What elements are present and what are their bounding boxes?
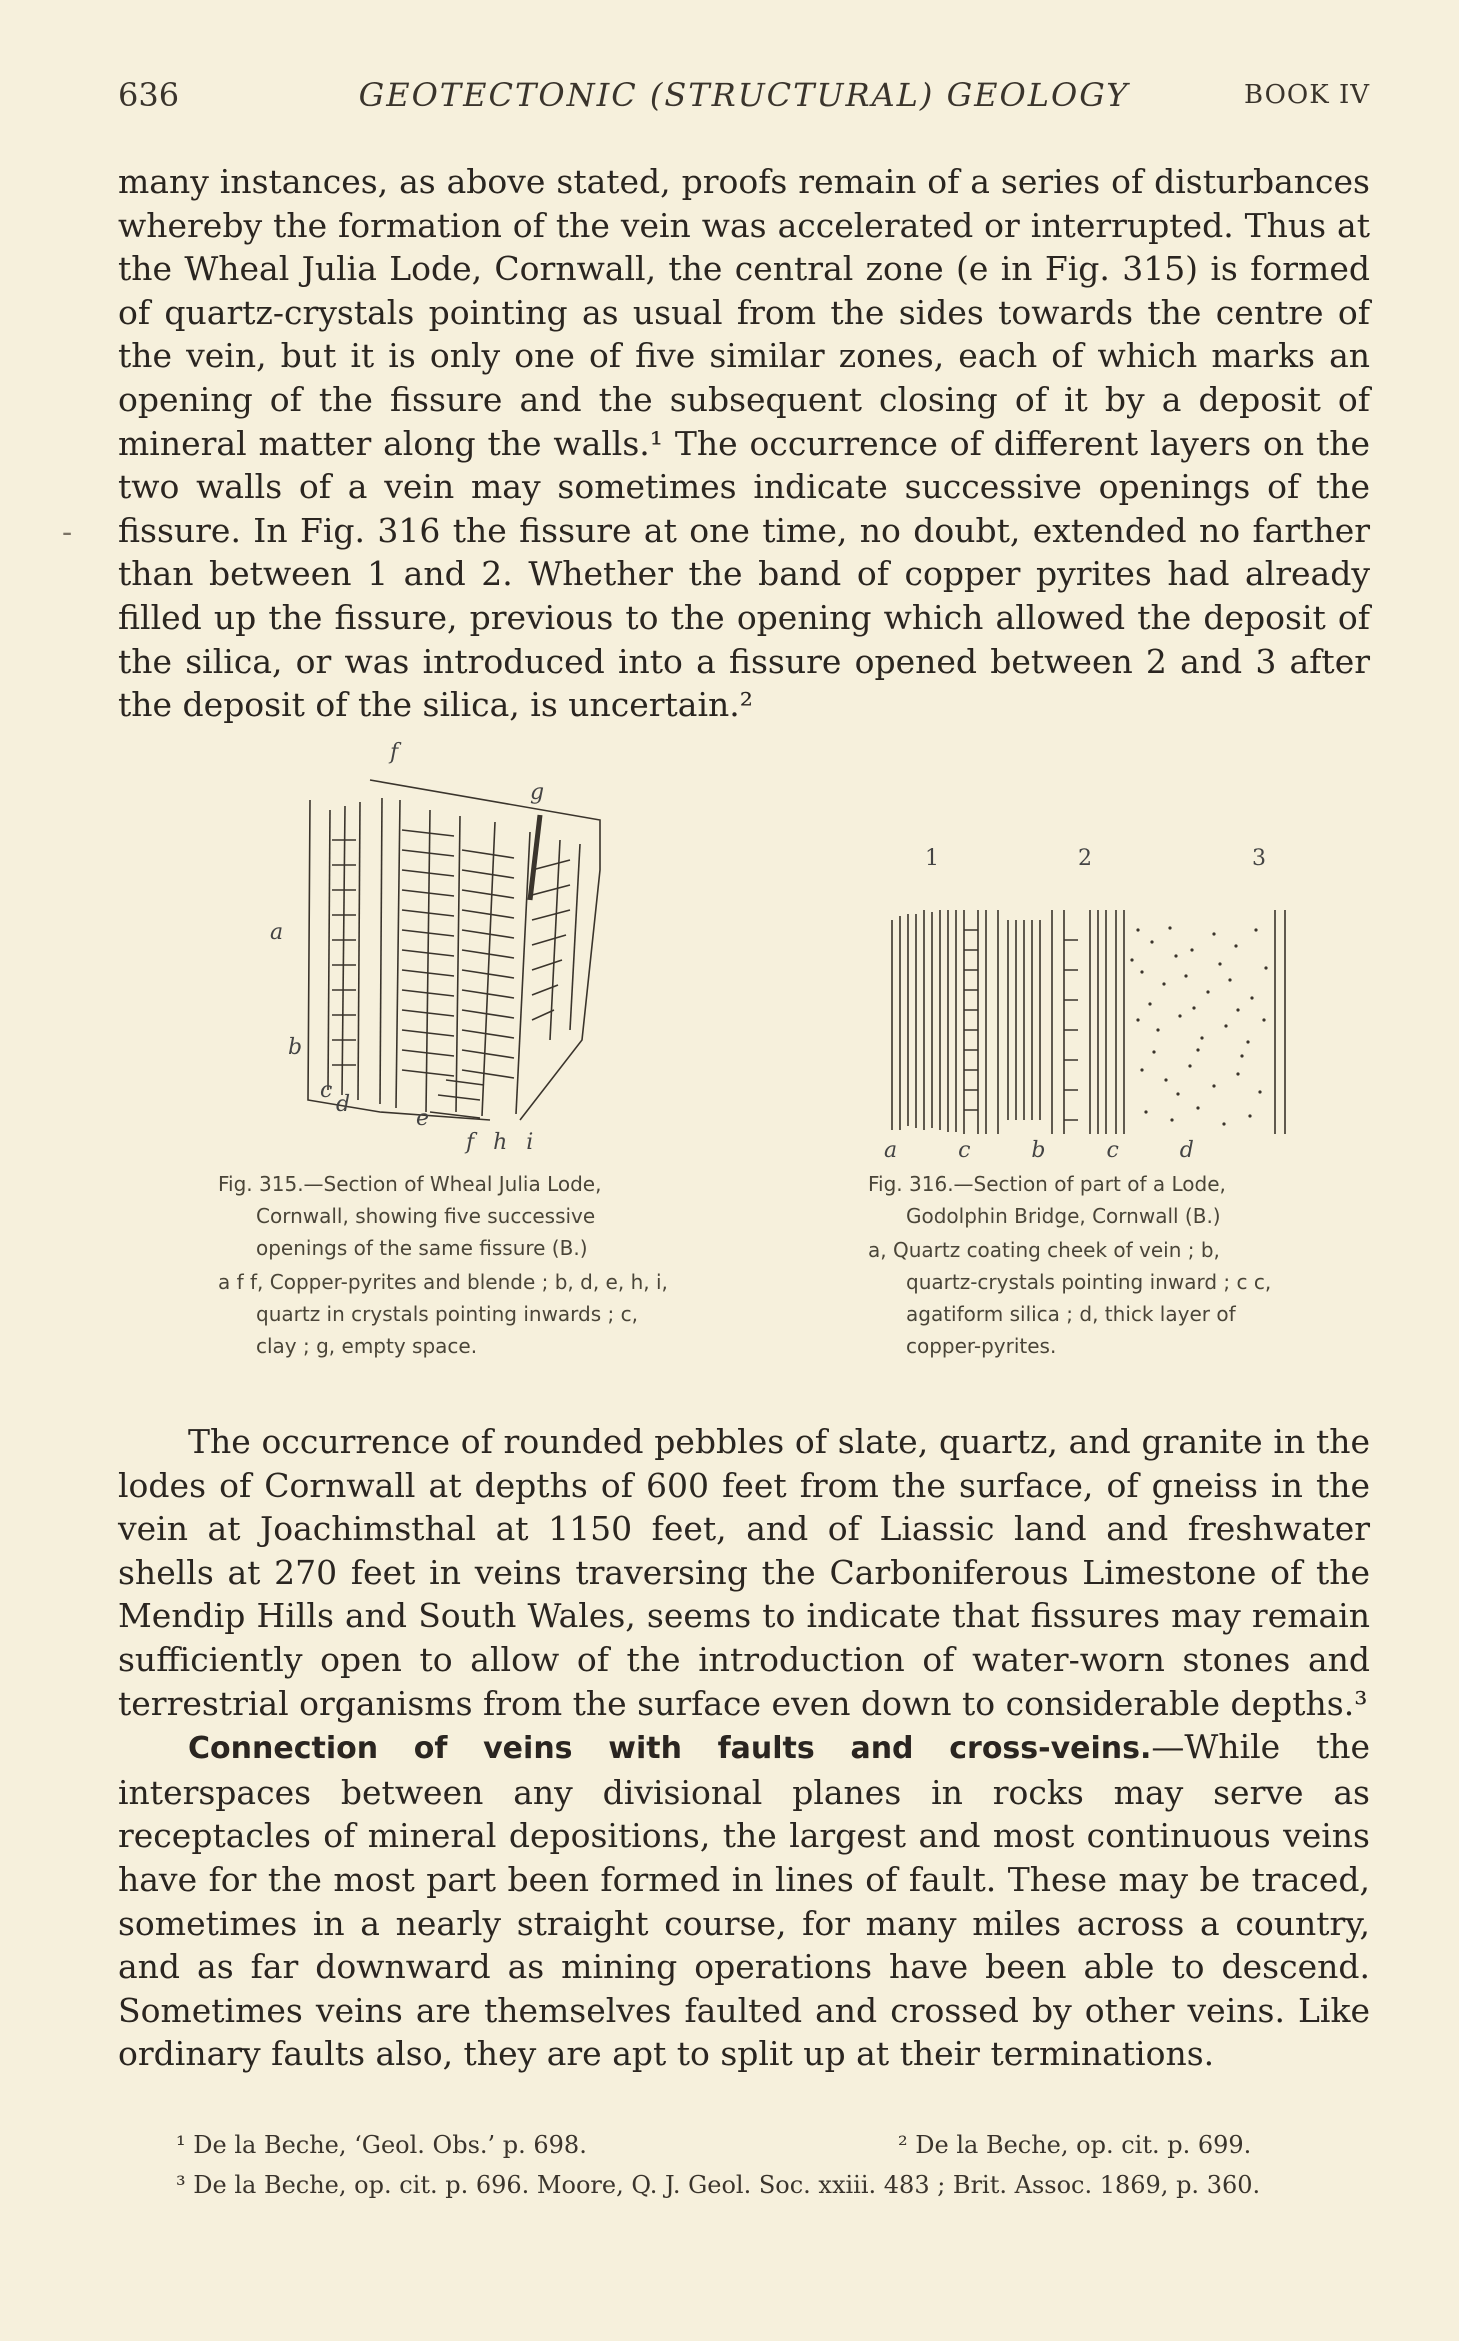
paragraph-pebbles: The occurrence of rounded pebbles of slate, quartz, and granite in the lodes of Cornwall at depths of 600 feet from the surface, of gneiss in the vein at Joachimsthal at 1150 feet, and of Liassic land and freshwater shells at 270 feet in veins traversing the Carboniferous Limestone of the Mendip Hills and South Wales, seems to indicate that fissures may remain sufficiently open to allow of the introduction of water-worn stones and terrestrial organisms from the surface even down to considerable depths.³ (118, 1422, 1370, 1723)
figure-316-drawing (880, 880, 1300, 1140)
section-heading: Connection of veins with faults and cross-veins. (188, 1731, 1152, 1767)
running-title: GEOTECTONIC (STRUCTURAL) GEOLOGY (358, 76, 1130, 114)
book-label: BOOK IV (1244, 80, 1370, 110)
fig315-label-b: b (288, 1035, 303, 1060)
fig316-number-1: 1 (925, 846, 939, 871)
footnotes (118, 2125, 1370, 2205)
fig315-caption-text: Fig. 315.—Section of Wheal Julia Lode, Cornwall, showing five successive openings of the same fissure (B.) (218, 1172, 602, 1260)
paragraph-connection (118, 1725, 1370, 2076)
fig315-label-e: e (416, 1106, 430, 1131)
body-text-lower (118, 1420, 1370, 2076)
fig315-label-f: f (390, 740, 399, 765)
figure-316 (880, 846, 1300, 1166)
paragraph-connection-body: —While the interspaces between any divisional planes in rocks may serve as receptacles of mineral depositions, the largest and most continuous veins have for the most part been formed in lines of fault. These may be traced, sometimes in a nearly straight course, for many miles across a country, and as far downward as mining operations have been able to descend. Sometimes veins are themselves faulted and crossed by other veins. Like ordinary faults also, they are apt to split up at their terminations. (118, 1727, 1370, 2074)
fig316-number-3: 3 (1252, 846, 1266, 871)
fig315-label-c: c (320, 1078, 333, 1103)
footnote-1: ¹ De la Beche, ‘Geol. Obs.’ p. 698. (176, 2131, 587, 2159)
fig316-bottom-labels: a c b c d (884, 1138, 1204, 1163)
fig315-label-a: a (270, 920, 284, 945)
figure-316-caption (868, 1168, 1288, 1362)
fig315-label-g: g (530, 780, 545, 805)
fig316-legend-text: a, Quartz coating cheek of vein ; b, quartz-crystals pointing inward ; c c, agatiform silica ; d, thick layer of copper-pyrites. (868, 1238, 1272, 1358)
margin-mark: - (62, 515, 73, 550)
paragraph-opening: many instances, as above stated, proofs remain of a series of disturbances whereby the formation of the vein was accelerated or interrupted. Thus at the Wheal Julia Lode, Cornwall, the central zone (e in Fig. 315) is formed of quartz-crystals pointing as usual from the sides towards the centre of the vein, but it is only one of five similar zones, each of which marks an opening of the fissure and the subsequent closing of it by a deposit of mineral matter along the walls.¹ The occurrence of different layers on the two walls of a vein may sometimes indicate successive openings of the fissure. In Fig. 316 the fissure at one time, no doubt, extended no farther than between 1 and 2. Whether the band of copper pyrites had already filled up the fissure, previous to the opening which allowed the deposit of the silica, or was introduced into a fissure opened between 2 and 3 after the deposit of the silica, is uncertain.² (118, 162, 1370, 725)
fig316-caption-text: Fig. 316.—Section of part of a Lode, Godolphin Bridge, Cornwall (B.) (868, 1172, 1226, 1228)
figure-315 (270, 740, 630, 1160)
running-header (118, 72, 1370, 122)
fig316-number-2: 2 (1078, 846, 1092, 871)
footnote-2: ² De la Beche, op. cit. p. 699. (898, 2131, 1252, 2159)
fig315-label-bottom: f h i (466, 1130, 540, 1155)
fig315-label-d: d (336, 1092, 351, 1117)
footnote-3: ³ De la Beche, op. cit. p. 696. Moore, Q. J. Geol. Soc. xxiii. 483 ; Brit. Assoc. 1869, p. 360. (176, 2171, 1261, 2199)
page-number: 636 (118, 76, 180, 114)
figure-315-caption (218, 1168, 673, 1362)
fig315-legend-text: a f f, Copper-pyrites and blende ; b, d, e, h, i, quartz in crystals pointing inwards ; c, clay ; g, empty space. (218, 1270, 668, 1358)
footnote-row-1 (118, 2125, 1370, 2165)
